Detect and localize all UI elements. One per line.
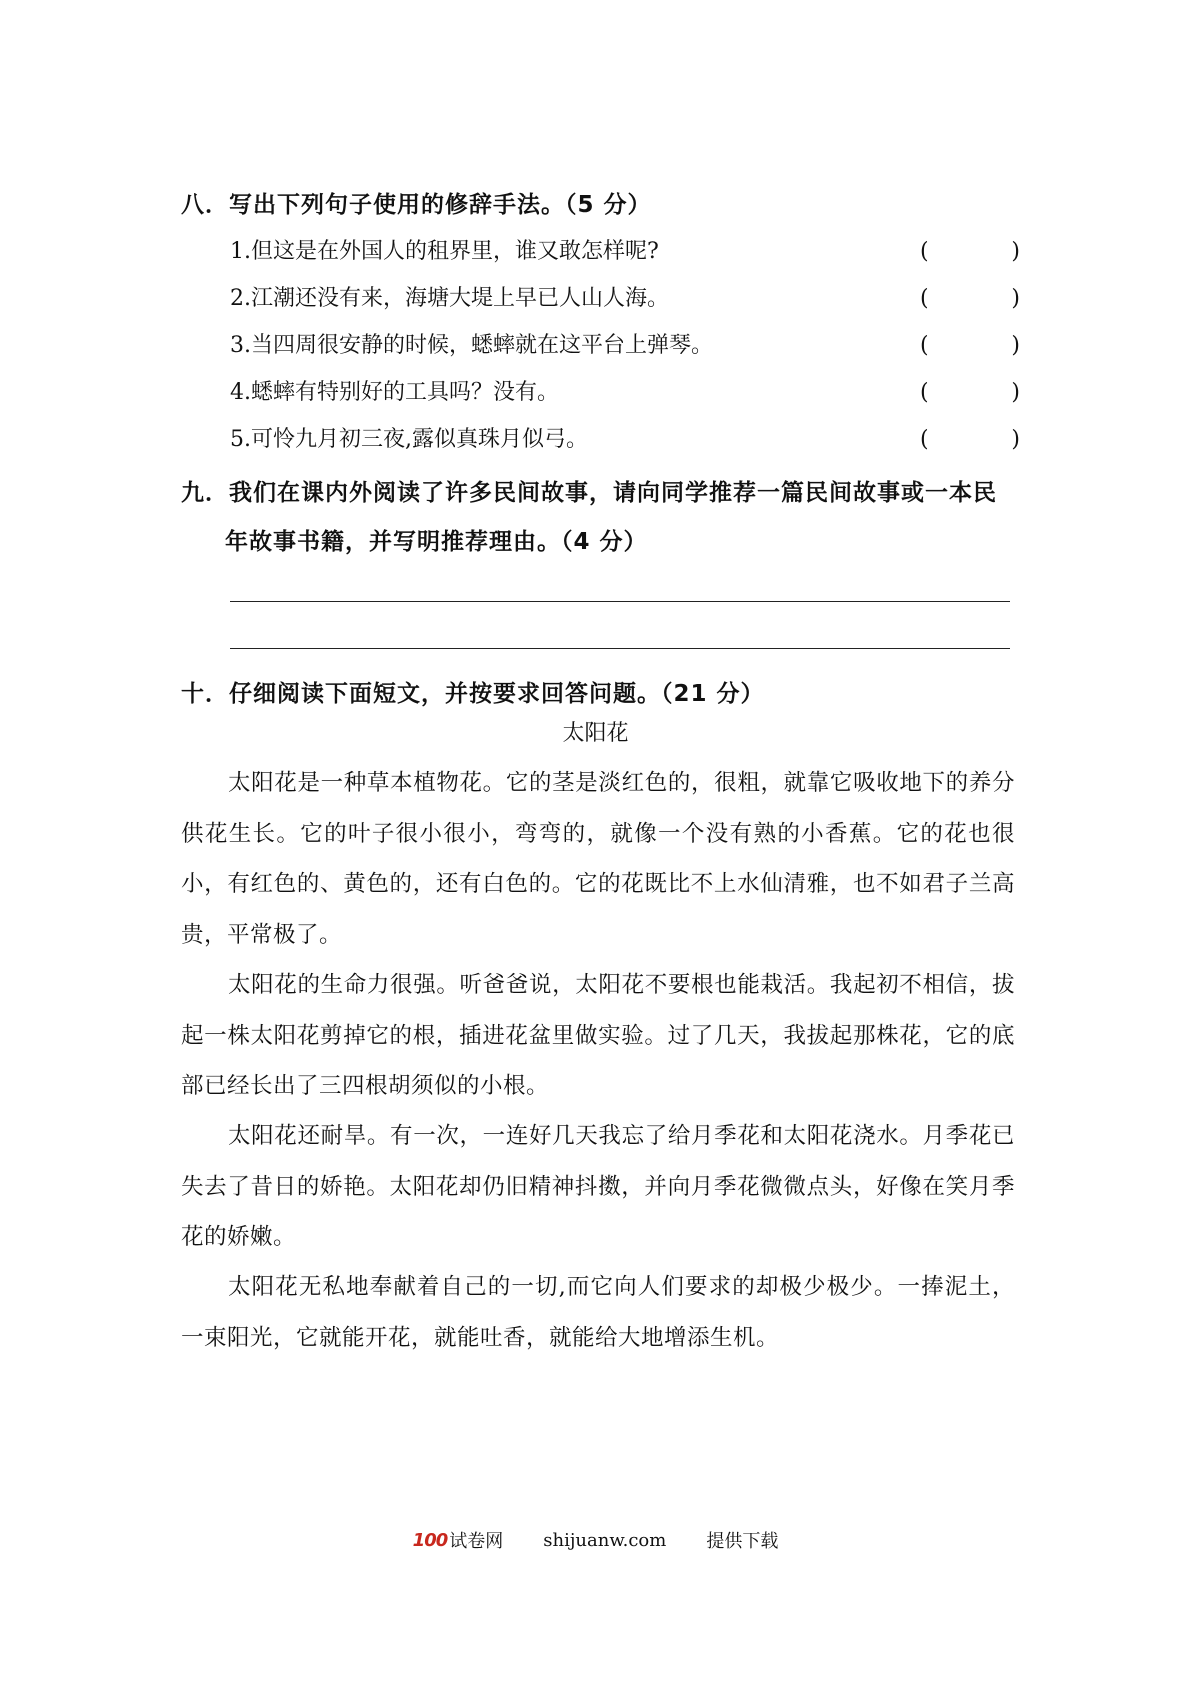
logo-mark: 100	[412, 1529, 448, 1551]
section-9-heading-line2: 年故事书籍，并写明推荐理由。（4 分）	[225, 529, 648, 555]
question-item	[230, 274, 1020, 324]
question-item	[230, 415, 1020, 465]
section-9-heading-line1: 九．我们在课内外阅读了许多民间故事，请向同学推荐一篇民间故事或一本民	[181, 480, 997, 506]
question-text: 3.当四周很安静的时候，蟋蟀就在这平台上弹琴。	[230, 333, 713, 358]
passage-paragraph: 太阳花还耐旱。有一次，一连好几天我忘了给月季花和太阳花浇水。月季花已失去了昔日的娇艳。太阳花却仍旧精神抖擞，并向月季花微微点头，好像在笑月季花的娇嫩。	[181, 1123, 1015, 1250]
question-text: 1.但这是在外国人的租界里，谁又敢怎样呢?	[230, 239, 659, 264]
question-item	[230, 368, 1020, 418]
question-text: 5.可怜九月初三夜,露似真珠月似弓。	[230, 427, 588, 452]
download-note: 提供下载	[706, 1531, 779, 1552]
answer-blank[interactable]: ( )	[920, 380, 1020, 405]
passage-paragraph: 太阳花是一种草本植物花。它的茎是淡红色的，很粗，就靠它吸收地下的养分供花生长。它的叶子很小很小，弯弯的，就像一个没有熟的小香蕉。它的花也很小，有红色的、黄色的，还有白色的。它的花既比不上水仙清雅，也不如君子兰高贵，平常极了。	[181, 770, 1015, 948]
question-item	[230, 227, 1020, 277]
answer-line[interactable]	[230, 601, 1010, 602]
logo-text: 试卷网	[449, 1531, 504, 1552]
answer-blank[interactable]: ( )	[920, 333, 1020, 358]
answer-line[interactable]	[230, 648, 1010, 649]
answer-blank[interactable]: ( )	[920, 286, 1020, 311]
answer-blank[interactable]: ( )	[920, 239, 1020, 264]
answer-blank[interactable]: ( )	[920, 427, 1020, 452]
passage-paragraph: 太阳花无私地奉献着自己的一切,而它向人们要求的却极少极少。一捧泥土，一束阳光，它就能开花，就能吐香，就能给大地增添生机。	[181, 1274, 1015, 1351]
section-10-heading: 十．仔细阅读下面短文，并按要求回答问题。（21 分）	[181, 681, 765, 707]
site-logo	[413, 1527, 504, 1553]
passage-title: 太阳花	[562, 721, 629, 746]
page-footer	[0, 1523, 1191, 1557]
passage-paragraph: 太阳花的生命力很强。听爸爸说，太阳花不要根也能栽活。我起初不相信，拔起一株太阳花剪掉它的根，插进花盆里做实验。过了几天，我拔起那株花，它的底部已经长出了三四根胡须似的小根。	[181, 972, 1015, 1099]
section-8-heading: 八．写出下列句子使用的修辞手法。（5 分）	[181, 192, 652, 218]
site-url[interactable]: shijuanw.com	[543, 1529, 667, 1551]
question-text: 2.江潮还没有来，海塘大堤上早已人山人海。	[230, 286, 669, 311]
question-item	[230, 321, 1020, 371]
question-text: 4.蟋蟀有特别好的工具吗？没有。	[230, 380, 559, 405]
